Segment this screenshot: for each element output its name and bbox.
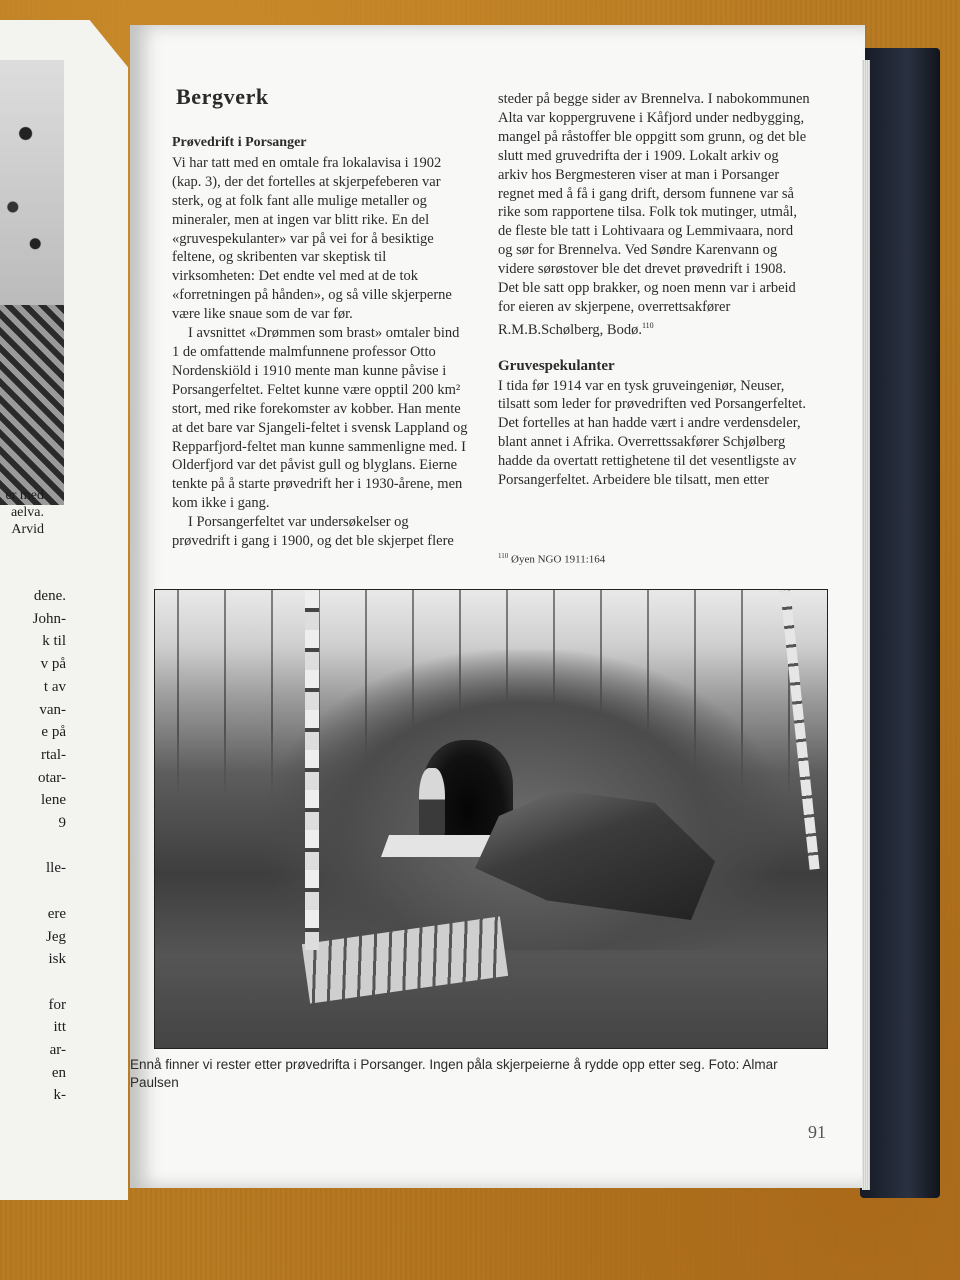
left-page-line: for: [48, 996, 66, 1013]
paragraph: Vi har tatt med en omtale fra lokalavisa i 1902 (kap. 3), der det fortelles at skjerpefeberen var sterk, og at folk fant alle mulige metaller og mineraler, men at ingen var blitt rike. En del «gruvespekulanter» var på vei for å besiktige feltene, og skribenten var skeptisk til virksomheten: Det endte vel med at de tok «forretningen på hånden», og så ville skjerperne være like snaue som de var før.: [172, 154, 452, 323]
left-page-line: van-: [39, 701, 66, 718]
left-page-line: dene.: [33, 588, 66, 604]
page-number: 91: [808, 1122, 826, 1142]
person-figure: [419, 768, 445, 838]
footnote: $^{110}$ Øyen NGO 1911:164: [498, 552, 606, 566]
section-heading: Gruvespekulanter: [498, 357, 615, 374]
left-page-line: isk: [48, 951, 66, 968]
page-edges: [862, 60, 870, 1190]
mine-photo: [154, 589, 828, 1049]
left-page-line: t av: [43, 678, 66, 695]
left-page-line: k til: [42, 633, 66, 650]
book-cover: [860, 48, 940, 1198]
paragraph: steder på begge sider av Brennelva. I nabokommunen Alta var koppergruvene i Kåfjord under nedbygging, mangel på råstoffer ble oppgitt som grunn, og det ble slutt med gruvedrifta der i 1909. Lokalt arkiv og arkiv hos Bergmesteren viser at man i Porsanger regnet med å få i gang drift, dersom funnene var så rike som rapportene tilsa. Folk tok mutinger, utmål, de fleste ble tatt i Lohtivaara og Lemmivaara, nord og sør for Brennelva. Ved Søndre Karenvann og videre sørøstover ble det drevet prøvedrift i 1908. Det ble satt opp brakker, og noen menn var i arbeid for eieren av skjerpene, overrettsakfører R.M.B.Schølberg, Bodø.$^{110}$: [498, 91, 810, 338]
left-page-line: k-: [53, 1087, 66, 1104]
page-title: Bergverk: [176, 84, 269, 109]
snow-patch: [381, 835, 499, 857]
paragraph: I Porsangerfeltet var undersøkelser og prøvedrift i gang i 1900, og det ble skjerpet flere: [172, 514, 454, 550]
text-column-left: [172, 134, 468, 551]
left-page-line: ar-: [49, 1042, 66, 1059]
left-page-line: ere: [47, 905, 66, 922]
rock-mound: [265, 650, 785, 950]
left-page-line: v på: [40, 656, 66, 673]
paragraph: I tida før 1914 var en tysk gruveingeniør, Neuser, tilsatt som leder for prøvedriften ved Porsangerfeltet. Det fortelles at han hadde vært i andre verdensdeler, blant annet i Afrika. Overrettssakfører Schjølberg hadde da overtatt rettighetene til det vesentligste av Porsangerfeltet. Arbeidere ble tilsatt, men etter: [498, 377, 807, 489]
photo-caption: Ennå finner vi rester etter prøvedrifta i Porsanger. Ingen påla skjerpeierne å rydde opp etter seg. Foto: Almar Paulsen: [130, 1057, 778, 1090]
text-column-right: [498, 90, 810, 490]
section-heading: Prøvedrift i Porsanger: [172, 135, 307, 150]
left-page-line: otar-: [37, 769, 66, 786]
left-page-line: John-: [32, 610, 66, 627]
left-page-body: [0, 585, 66, 1107]
paragraph: I avsnittet «Drømmen som brast» omtaler bind 1 de omfattende malmfunnene professor Otto Nordenskiöld i 1910 mente man kunne påvise i Porsangerfeltet. Feltet kunne være opptil 200 km² stort, med rike forekomster av kobber. Han mente at det bare var Sjangeli-feltet i svensk Lappland og Repparfjord-feltet man kunne sammenligne med. I Olderfjord var det påvist gull og blyglans. Eierne tenkte på å starte prøvedrift her i 1930-årene, men kom ikke i gang.: [172, 325, 468, 512]
footnote-ref: 110: [641, 320, 654, 330]
left-page-line: lene: [41, 792, 66, 809]
left-page-photo: [0, 60, 64, 505]
birch-trunk: [305, 590, 319, 950]
left-page-line: rtal-: [41, 746, 66, 763]
left-page-line: e på: [41, 724, 66, 741]
left-page-line: en: [51, 1064, 66, 1081]
left-page-line: [0, 880, 66, 903]
left-page-line: [0, 971, 66, 994]
left-page-line: [0, 835, 66, 858]
left-page-line: 9: [58, 815, 66, 832]
left-page-line: Jeg: [46, 928, 66, 945]
left-page-line: itt: [53, 1019, 66, 1036]
left-page-caption: er med aelva. Arvid: [5, 488, 44, 537]
left-page-line: lle-: [46, 860, 66, 877]
